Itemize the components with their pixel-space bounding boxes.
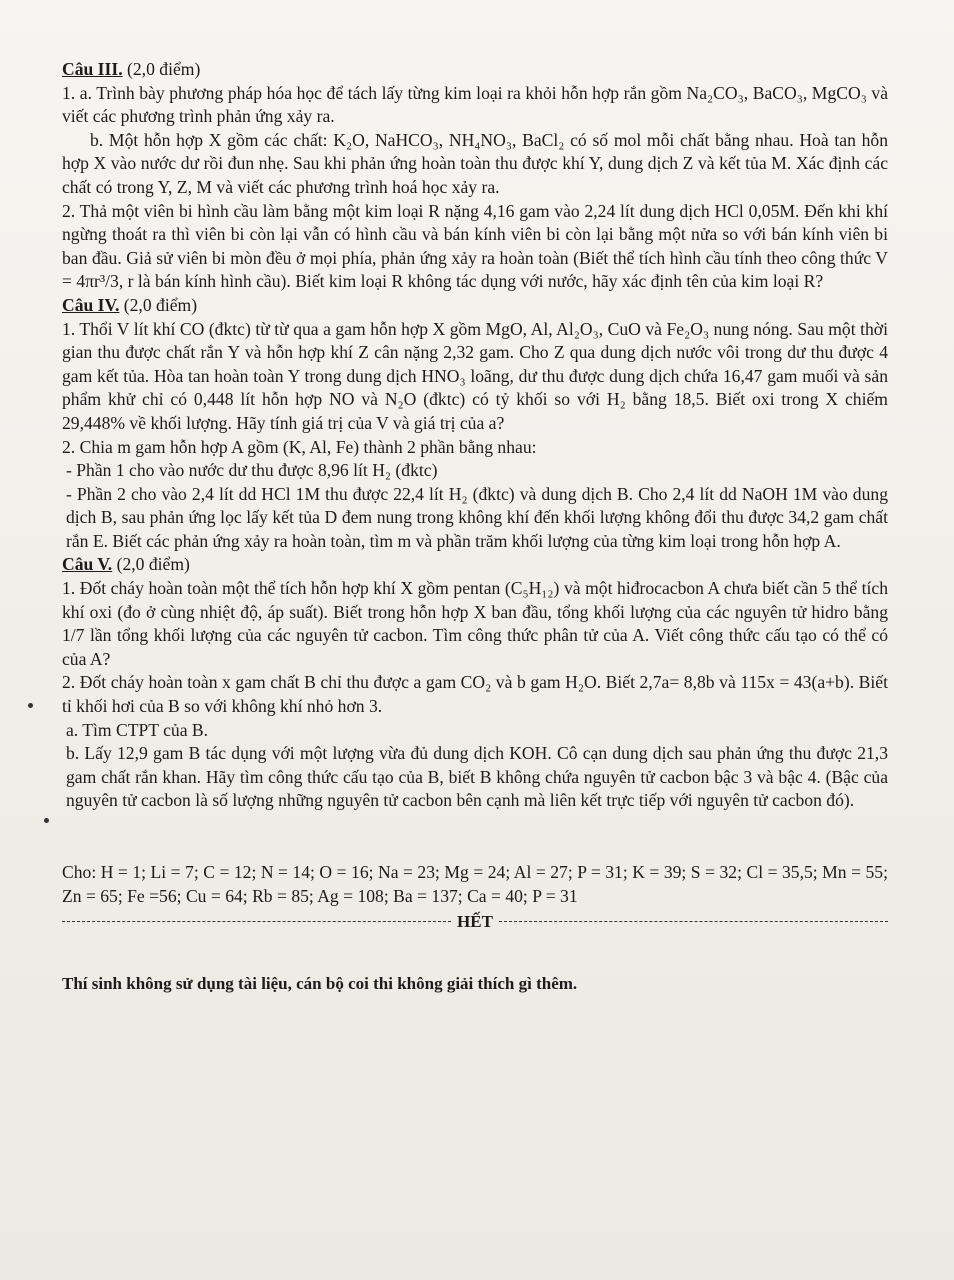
end-marker	[62, 910, 888, 934]
section-label: Câu III.	[62, 59, 123, 79]
divider-left	[62, 921, 451, 922]
end-label: HẾT	[457, 912, 493, 932]
question-q5-2a: a. Tìm CTPT của B.	[66, 719, 209, 740]
section-heading-q3	[62, 58, 888, 82]
section-heading-q5	[62, 553, 888, 577]
question-q3-2: 2. Thả một viên bi hình cầu làm bằng một kim loại R nặng 4,16 gam vào 2,24 lít dung dịch HCl 0,05M. Đến khi khí ngừng thoát ra thì viên bi còn lại vẫn có hình cầu và bán kính viên bi còn lại bằng một nửa so với bán kính viên bi ban đầu. Giả sử viên bi mòn đều ở mọi phía, phản ứng xảy ra hoàn toàn (Biết thể tích hình cầu tính theo công thức V = 4πr³/3, r là bán kính hình cầu). Biết kim loại R không tác dụng với nước, hãy xác định tên của kim loại R?	[62, 200, 888, 292]
exam-content	[62, 58, 888, 995]
page-speck	[44, 818, 49, 823]
question-q4-2-part2: - Phần 2 cho vào 2,4 lít dd HCl 1M thu được 22,4 lít H₂ (đktc) và dung dịch B. Cho 2,4 lít dd NaOH 1M vào dung dịch B, sau phản ứng lọc lấy kết tủa D đem nung trong không khí đến khối lượng không đổi thu được 34,2 gam chất rắn E. Biết các phản ứng xảy ra hoàn toàn, tìm m và phần trăm khối lượng của từng kim loại trong hỗn hợp A.	[66, 483, 888, 551]
section-points: (2,0 điểm)	[112, 554, 190, 575]
question-q5-1: 1. Đốt cháy hoàn toàn một thể tích hỗn hợp khí X gồm pentan (C₅H₁₂) và một hiđrocacbon A chưa biết cần 5 thể tích khí oxi (đo ở cùng nhiệt độ, áp suất). Biết trong hỗn hợp X ban đầu, tổng khối lượng của các nguyên tử hidro bằng 1/7 lần tổng khối lượng của các nguyên tử cacbon. Tìm công thức phân tử của A. Viết công thức cấu tạo có thể có của A?	[62, 578, 888, 669]
question-q4-2: 2. Chia m gam hỗn hợp A gồm (K, Al, Fe) thành 2 phần bằng nhau:	[62, 436, 537, 457]
question-q4-2-part1: - Phần 1 cho vào nước dư thu được 8,96 lít H₂ (đktc)	[66, 460, 438, 481]
page-speck	[28, 703, 33, 708]
exam-note: Thí sinh không sử dụng tài liệu, cán bộ coi thi không giải thích gì thêm.	[62, 973, 578, 993]
section-points: (2,0 điểm)	[122, 59, 201, 79]
question-q3-1b: b. Một hỗn hợp X gồm các chất: K₂O, NaHCO₃, NH₄NO₃, BaCl₂ có số mol mỗi chất bằng nhau. Hoà tan hỗn hợp X vào nước dư rồi đun nhẹ. Sau khi phản ứng hoàn toàn thu được khí Y, dung dịch Z và kết tủa M. Xác định các chất có trong Y, Z, M và viết các phương trình hoá học xảy ra.	[62, 129, 888, 197]
question-q4-1: 1. Thổi V lít khí CO (đktc) từ từ qua a gam hỗn hợp X gồm MgO, Al, Al₂O₃, CuO và Fe₂O₃ nung nóng. Sau một thời gian thu được chất rắn Y và hỗn hợp khí Z cân nặng 2,32 gam. Cho Z qua dung dịch nước vôi trong dư thu được 4 gam kết tủa. Hòa tan hoàn toàn Y trong dung dịch HNO₃ loãng, dư thu được dung dịch chứa 16,47 gam muối và sản phẩm khử chỉ có 0,448 lít hỗn hợp NO và N₂O (đktc) có tỷ khối so với H₂ bằng 18,5. Biết oxi trong X chiếm 29,448% về khối lượng. Hãy tính giá trị của V và giá trị của a?	[62, 318, 888, 433]
section-heading-q4	[62, 294, 888, 318]
question-q5-2: 2. Đốt cháy hoàn toàn x gam chất B chỉ thu được a gam CO₂ và b gam H₂O. Biết 2,7a= 8,8b và 115x = 43(a+b). Biết tỉ khối hơi của B so với không khí nhỏ hơn 3.	[62, 672, 888, 717]
question-q3-1a: 1. a. Trình bày phương pháp hóa học để tách lấy từng kim loại ra khỏi hỗn hợp rắn gồm Na₂CO₃, BaCO₃, MgCO₃ và viết các phương trình phản ứng xảy ra.	[62, 82, 888, 127]
atomic-masses: Cho: H = 1; Li = 7; C = 12; N = 14; O = 16; Na = 23; Mg = 24; Al = 27; P = 31; K = 39; S = 32; Cl = 35,5; Mn = 55; Zn = 65; Fe =56; Cu = 64; Rb = 85; Ag = 108; Ba = 137; Ca = 40; P = 31	[62, 862, 888, 906]
question-q5-2b: b. Lấy 12,9 gam B tác dụng với một lượng vừa đủ dung dịch KOH. Cô cạn dung dịch sau phản ứng thu được 21,3 gam chất rắn khan. Hãy tìm công thức cấu tạo của B, biết B không chứa nguyên tử cacbon bậc 3 và bậc 4. (Bậc của nguyên tử cacbon là số lượng những nguyên tử cacbon bên cạnh mà liên kết trực tiếp với nguyên tử cacbon đó).	[66, 743, 888, 811]
section-points: (2,0 điểm)	[119, 294, 198, 315]
section-label: Câu IV.	[62, 294, 120, 315]
section-label: Câu V.	[62, 554, 113, 575]
divider-right	[499, 921, 888, 922]
